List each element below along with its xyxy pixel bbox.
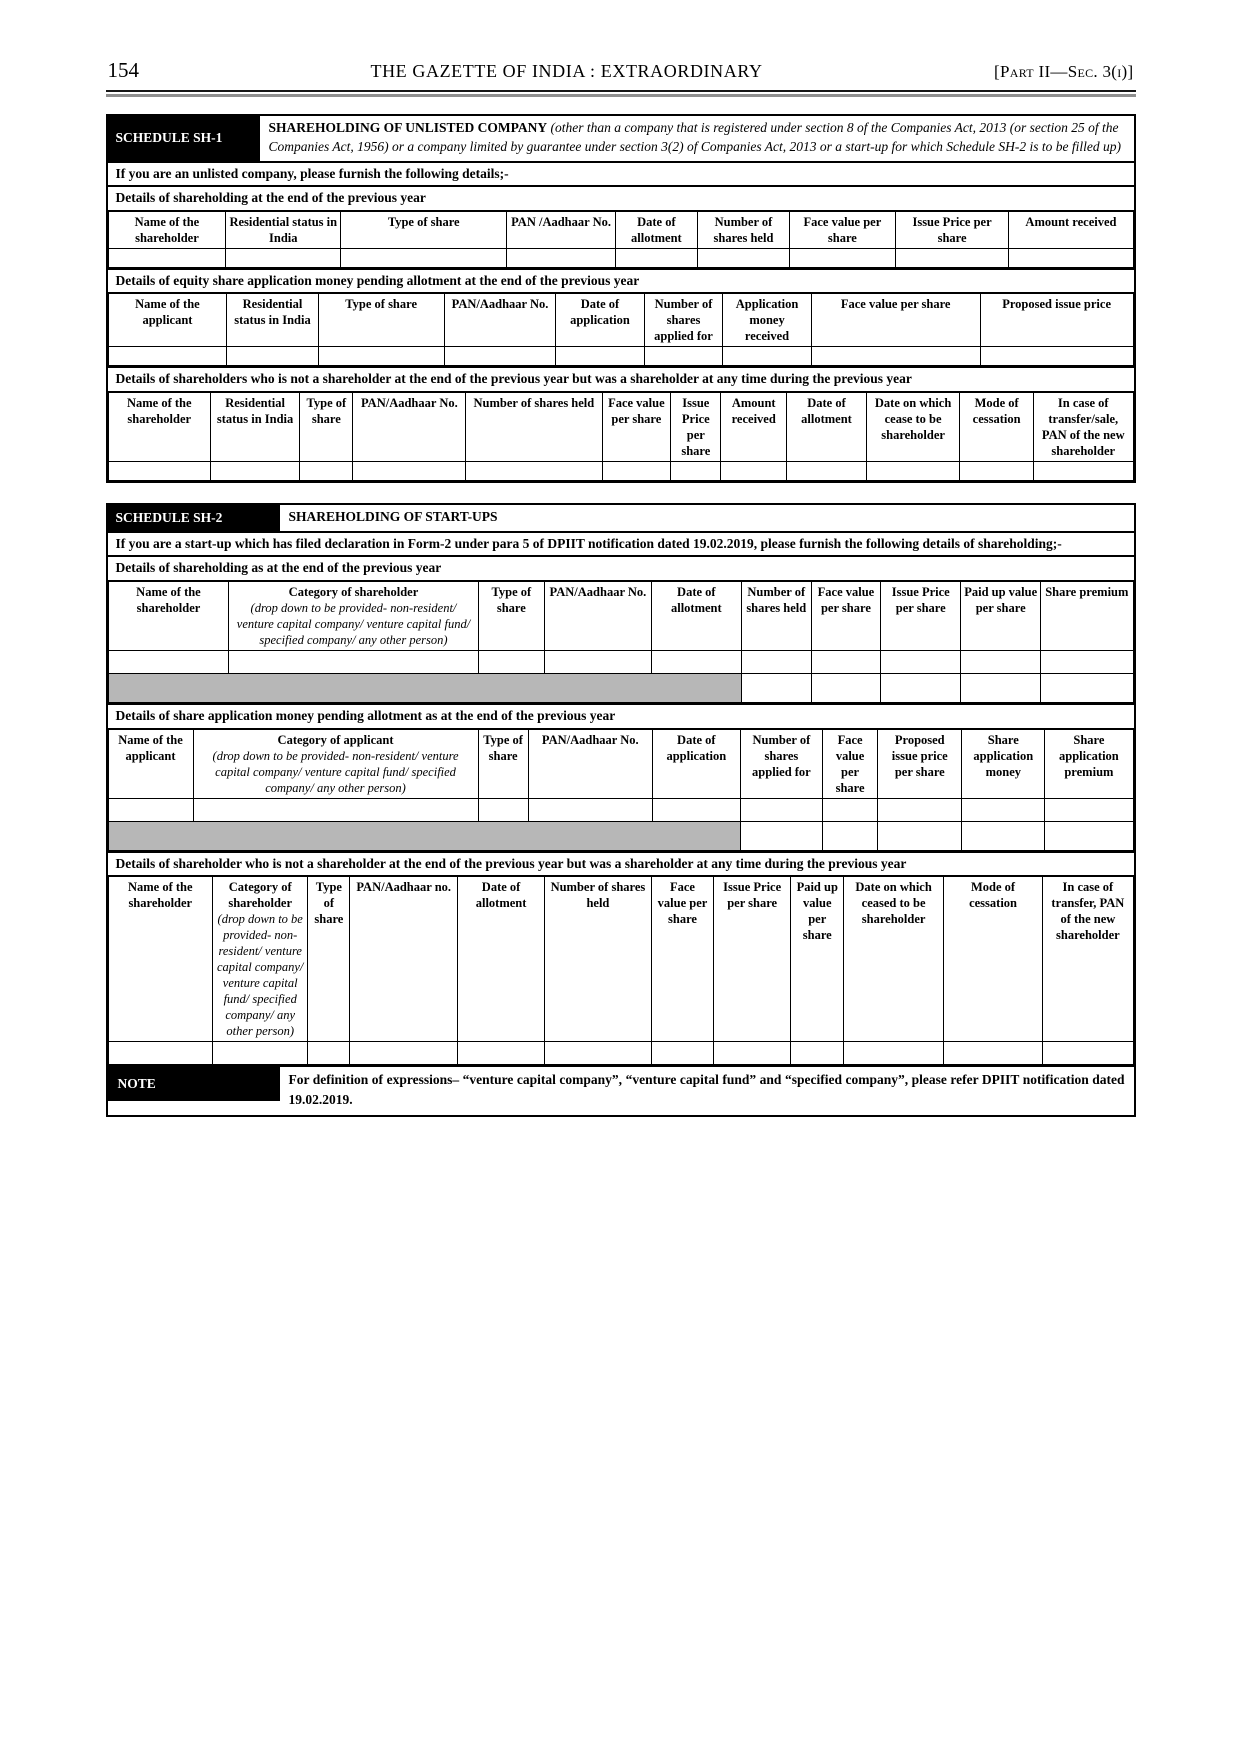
column-header: Mode of cessation xyxy=(960,392,1034,462)
empty-cell xyxy=(878,798,962,821)
column-header: Name of the shareholder xyxy=(108,876,213,1042)
empty-cell xyxy=(227,347,318,366)
empty-cell xyxy=(341,248,507,267)
empty-cell xyxy=(1009,248,1133,267)
empty-cell xyxy=(822,798,877,821)
empty-cell xyxy=(791,1042,844,1065)
column-header: Issue Price per share xyxy=(671,392,721,462)
column-header: Issue Price per share xyxy=(895,211,1009,249)
sh2-label: SCHEDULE SH-2 xyxy=(108,505,280,531)
empty-cell xyxy=(741,673,811,702)
column-header: Mode of cessation xyxy=(943,876,1042,1042)
sh1-title-note: (other than a company that is registered under section 8 of the Companies Act, 2013 (or section 25 of the Companies Act, 1956) or a company limited by guarantee under section 3(2) of Companies Act, 2013 or a start-up for which Schedule SH-2 is to be filled up) xyxy=(268,120,1122,154)
column-header: Name of the applicant xyxy=(108,293,227,347)
column-header: Share application money xyxy=(962,729,1045,799)
empty-cell xyxy=(787,461,867,480)
column-header: Date of allotment xyxy=(787,392,867,462)
sh1-title: SHAREHOLDING OF UNLISTED COMPANY xyxy=(268,120,548,135)
empty-cell xyxy=(723,347,811,366)
empty-cell xyxy=(1045,821,1133,850)
empty-cell xyxy=(811,673,881,702)
empty-data-row xyxy=(108,461,1133,480)
empty-cell xyxy=(651,650,741,673)
gray-cell xyxy=(108,673,741,702)
column-header: Residential status in India xyxy=(227,293,318,347)
column-header: Date on which ceased to be shareholder xyxy=(844,876,943,1042)
column-header: Face value per share xyxy=(811,293,980,347)
column-header: Proposed issue price xyxy=(980,293,1133,347)
sh2-table1 xyxy=(108,580,1134,703)
empty-cell xyxy=(811,650,881,673)
empty-data-row xyxy=(108,798,1133,821)
empty-cell xyxy=(300,461,353,480)
column-header-category: Category of applicant (drop down to be provided- non-resident/ venture capital company/ venture capital fund/ specified company/ any other person) xyxy=(193,729,478,799)
column-header: Name of the shareholder xyxy=(108,211,226,249)
dropdown-note: (drop down to be provided- non-resident/ venture capital company/ venture capital fund/ specified company/ any other person) xyxy=(216,912,304,1039)
empty-cell xyxy=(318,347,444,366)
empty-cell xyxy=(229,650,478,673)
sh2-table2-caption: Details of share application money pending allotment as at the end of the previous year xyxy=(108,703,1134,728)
dropdown-note: (drop down to be provided- non-resident/ venture capital company/ venture capital fund/ specified company/ any other person) xyxy=(236,600,471,647)
empty-cell xyxy=(350,1042,458,1065)
empty-cell xyxy=(651,1042,714,1065)
column-header: Amount received xyxy=(721,392,787,462)
column-header: PAN/Aadhaar No. xyxy=(444,293,556,347)
sh1-description xyxy=(260,116,1134,161)
empty-cell xyxy=(1041,673,1133,702)
sh2-table1-caption: Details of shareholding as at the end of the previous year xyxy=(108,555,1134,580)
empty-cell xyxy=(444,347,556,366)
empty-cell xyxy=(193,798,478,821)
column-header: Issue Price per share xyxy=(881,581,961,651)
empty-cell xyxy=(811,347,980,366)
column-header: Name of the applicant xyxy=(108,729,193,799)
column-header: Type of share xyxy=(478,581,545,651)
schedule-sh1-box xyxy=(106,114,1136,483)
column-header: Application money received xyxy=(723,293,811,347)
column-header: Face value per share xyxy=(651,876,714,1042)
empty-data-row xyxy=(108,1042,1133,1065)
page-number: 154 xyxy=(107,58,139,82)
column-header: In case of transfer, PAN of the new shareholder xyxy=(1043,876,1133,1042)
sh1-header-row xyxy=(108,116,1134,161)
sh2-table2 xyxy=(108,728,1134,851)
sh1-label: SCHEDULE SH-1 xyxy=(108,116,260,161)
gray-cell xyxy=(108,821,740,850)
note-label: NOTE xyxy=(108,1067,280,1101)
column-header: Date of allotment xyxy=(651,581,741,651)
empty-cell xyxy=(1045,798,1133,821)
empty-cell xyxy=(1041,650,1133,673)
column-header: Paid up value per share xyxy=(791,876,844,1042)
empty-cell xyxy=(881,673,961,702)
column-header: Name of the shareholder xyxy=(108,581,229,651)
empty-cell xyxy=(108,461,211,480)
empty-cell xyxy=(466,461,602,480)
empty-cell xyxy=(878,821,962,850)
schedule-sh2-box xyxy=(106,503,1136,1117)
column-header: Issue Price per share xyxy=(714,876,791,1042)
empty-cell xyxy=(615,248,697,267)
empty-data-row xyxy=(108,248,1133,267)
column-header: Face value per share xyxy=(790,211,896,249)
column-header: Type of share xyxy=(300,392,353,462)
column-header: Share premium xyxy=(1041,581,1133,651)
empty-cell xyxy=(895,248,1009,267)
gray-filled-row xyxy=(108,673,1133,702)
empty-cell xyxy=(740,798,822,821)
empty-cell xyxy=(545,1042,652,1065)
column-header: Date of application xyxy=(556,293,644,347)
sh1-intro: If you are an unlisted company, please furnish the following details;- xyxy=(108,161,1134,186)
empty-cell xyxy=(353,461,466,480)
column-header: Date of application xyxy=(652,729,740,799)
empty-cell xyxy=(714,1042,791,1065)
empty-cell xyxy=(108,798,193,821)
empty-cell xyxy=(556,347,644,366)
column-header: Number of shares held xyxy=(545,876,652,1042)
empty-cell xyxy=(790,248,896,267)
empty-cell xyxy=(1043,1042,1133,1065)
column-header: PAN/Aadhaar no. xyxy=(350,876,458,1042)
note-row xyxy=(108,1065,1134,1115)
column-header: Number of shares applied for xyxy=(644,293,723,347)
column-header: Type of share xyxy=(478,729,528,799)
column-header: Type of share xyxy=(341,211,507,249)
empty-cell xyxy=(644,347,723,366)
empty-cell xyxy=(528,798,652,821)
empty-cell xyxy=(602,461,671,480)
sh1-table2 xyxy=(108,292,1134,366)
empty-cell xyxy=(962,821,1045,850)
sh1-table3 xyxy=(108,391,1134,481)
column-header: Name of the shareholder xyxy=(108,392,211,462)
column-header: Type of share xyxy=(308,876,350,1042)
column-header-category: Category of shareholder (drop down to be provided- non-resident/ venture capital company/ venture capital fund/ specified company/ any other person) xyxy=(213,876,308,1042)
column-header: Number of shares held xyxy=(741,581,811,651)
part-section-label: [Part II—Sec. 3(i)] xyxy=(994,62,1134,81)
sh2-header-row xyxy=(108,505,1134,531)
sh1-table1-caption: Details of shareholding at the end of the previous year xyxy=(108,185,1134,210)
column-header: PAN /Aadhaar No. xyxy=(507,211,616,249)
column-header: Face value per share xyxy=(811,581,881,651)
column-header: Date on which cease to be shareholder xyxy=(866,392,959,462)
empty-cell xyxy=(960,461,1034,480)
empty-cell xyxy=(943,1042,1042,1065)
empty-cell xyxy=(961,650,1041,673)
empty-cell xyxy=(671,461,721,480)
gray-filled-row xyxy=(108,821,1133,850)
gazette-title: THE GAZETTE OF INDIA : EXTRAORDINARY xyxy=(370,61,763,81)
column-header: Number of shares held xyxy=(697,211,789,249)
column-header: Share application premium xyxy=(1045,729,1133,799)
column-header: In case of transfer/sale, PAN of the new shareholder xyxy=(1034,392,1133,462)
note-label-cell xyxy=(108,1067,280,1115)
dropdown-note: (drop down to be provided- non-resident/ venture capital company/ venture capital fund/ specified company/ any other person) xyxy=(212,748,459,795)
empty-cell xyxy=(108,248,226,267)
column-header: PAN/Aadhaar No. xyxy=(528,729,652,799)
column-header: Number of shares held xyxy=(466,392,602,462)
empty-cell xyxy=(741,650,811,673)
column-header: Face value per share xyxy=(822,729,877,799)
empty-cell xyxy=(740,821,822,850)
empty-cell xyxy=(962,798,1045,821)
empty-cell xyxy=(213,1042,308,1065)
column-header: Date of allotment xyxy=(458,876,545,1042)
column-header: Paid up value per share xyxy=(961,581,1041,651)
empty-cell xyxy=(844,1042,943,1065)
empty-cell xyxy=(478,798,528,821)
empty-cell xyxy=(108,650,229,673)
column-header: Residential status in India xyxy=(211,392,300,462)
empty-cell xyxy=(108,1042,213,1065)
empty-cell xyxy=(721,461,787,480)
empty-cell xyxy=(478,650,545,673)
sh2-table3 xyxy=(108,875,1134,1065)
empty-cell xyxy=(822,821,877,850)
empty-data-row xyxy=(108,650,1133,673)
running-head xyxy=(106,58,1136,90)
header-double-rule xyxy=(106,90,1136,97)
column-header: Proposed issue price per share xyxy=(878,729,962,799)
empty-cell xyxy=(545,650,652,673)
empty-cell xyxy=(961,673,1041,702)
column-header: Type of share xyxy=(318,293,444,347)
empty-cell xyxy=(211,461,300,480)
column-header: Face value per share xyxy=(602,392,671,462)
column-header: Number of shares applied for xyxy=(740,729,822,799)
empty-cell xyxy=(881,650,961,673)
empty-cell xyxy=(1034,461,1133,480)
empty-cell xyxy=(226,248,341,267)
sh1-table3-caption: Details of shareholders who is not a shareholder at the end of the previous year but was a shareholder at any time during the previous year xyxy=(108,366,1134,391)
empty-cell xyxy=(458,1042,545,1065)
empty-data-row xyxy=(108,347,1133,366)
sh2-title: SHAREHOLDING OF START-UPS xyxy=(288,508,498,524)
sh2-intro: If you are a start-up which has filed declaration in Form-2 under para 5 of DPIIT notification dated 19.02.2019, please furnish the following details of shareholding;- xyxy=(108,531,1134,556)
sh2-table3-caption: Details of shareholder who is not a shareholder at the end of the previous year but was a shareholder at any time during the previous year xyxy=(108,851,1134,876)
empty-cell xyxy=(507,248,616,267)
column-header: Residential status in India xyxy=(226,211,341,249)
column-header: Amount received xyxy=(1009,211,1133,249)
empty-cell xyxy=(308,1042,350,1065)
empty-cell xyxy=(866,461,959,480)
column-header: PAN/Aadhaar No. xyxy=(545,581,652,651)
empty-cell xyxy=(697,248,789,267)
sh1-table1 xyxy=(108,210,1134,268)
note-text: For definition of expressions– “venture capital company”, “venture capital fund” and “specified company”, please refer DPIIT notification dated 19.02.2019. xyxy=(288,1072,1125,1107)
empty-cell xyxy=(108,347,227,366)
column-header-category: Category of shareholder (drop down to be provided- non-resident/ venture capital company/ venture capital fund/ specified company/ any other person) xyxy=(229,581,478,651)
empty-cell xyxy=(652,798,740,821)
sh1-table2-caption: Details of equity share application money pending allotment at the end of the previous year xyxy=(108,268,1134,293)
column-header: PAN/Aadhaar No. xyxy=(353,392,466,462)
empty-cell xyxy=(980,347,1133,366)
column-header: Date of allotment xyxy=(615,211,697,249)
